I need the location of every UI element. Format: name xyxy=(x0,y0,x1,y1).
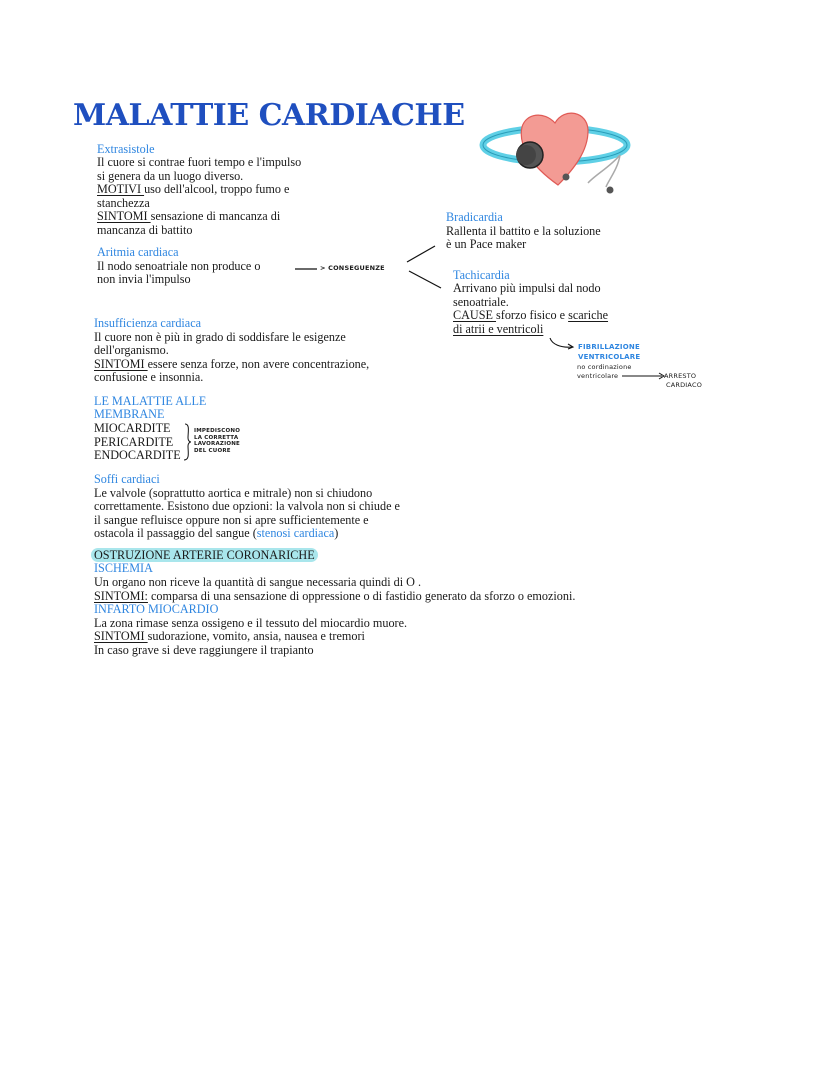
arresto-label xyxy=(664,372,702,390)
text-line: Un organo non riceve la quantità di sangue necessaria quindi di O . xyxy=(94,575,422,589)
fibrillazione-label xyxy=(578,342,640,362)
sintomi-label: SINTOMI xyxy=(94,357,148,371)
note-line: ventricolare xyxy=(577,372,619,380)
arresto-line: ARRESTO xyxy=(664,372,697,380)
membrane-item: ENDOCARDITE xyxy=(94,448,181,462)
bradicardia-heading: Bradicardia xyxy=(446,210,503,224)
soffi-heading: Soffi cardiaci xyxy=(94,472,160,486)
highlighted-heading: OSTRUZIONE ARTERIE CORONARICHE xyxy=(91,548,318,562)
cause-underlined: scariche xyxy=(568,308,609,322)
tachicardia-heading: Tachicardia xyxy=(453,268,510,282)
stenosi-term: stenosi cardiaca xyxy=(256,526,335,540)
text-line: dell'organismo. xyxy=(94,343,169,357)
extrasistole-heading: Extrasistole xyxy=(97,142,155,156)
membrane-item: PERICARDITE xyxy=(94,435,174,449)
fibrillazione-line: FIBRILLAZIONE xyxy=(578,343,640,351)
page-title: MALATTIE CARDIACHE xyxy=(73,98,465,133)
sintomi-text: comparsa di una sensazione di oppressione o di fastidio generato da sforzo o emozioni. xyxy=(147,589,576,603)
motivi-label: MOTIVI xyxy=(97,182,145,196)
text-line: Il cuore non è più in grado di soddisfare le esigenze xyxy=(94,330,346,344)
text-line: confusione e insonnia. xyxy=(94,370,204,384)
insufficienza-heading: Insufficienza cardiaca xyxy=(94,316,202,330)
note-line: DEL CUORE xyxy=(194,447,231,454)
text-line: mancanza di battito xyxy=(97,223,193,237)
membrane-item: MIOCARDITE xyxy=(94,421,171,435)
heart-stethoscope-icon xyxy=(470,105,650,200)
sintomi-line xyxy=(97,210,280,224)
sintomi-text: essere senza forze, non avere concentrazione, xyxy=(147,357,370,371)
sintomi-line xyxy=(94,630,365,644)
cause-line xyxy=(453,309,608,323)
cause-text: sforzo fisico e xyxy=(496,308,569,322)
motivi-line xyxy=(97,183,289,197)
text-line: il sangue refluisce oppure non si apre sufficientemente e xyxy=(94,513,369,527)
text-line: In caso grave si deve raggiungere il trapianto xyxy=(94,643,314,657)
text-line: di atrii e ventricoli xyxy=(453,322,544,336)
arresto-line: CARDIACO xyxy=(666,381,703,389)
aritmia-heading: Aritmia cardiaca xyxy=(97,245,179,259)
text-line xyxy=(94,527,338,541)
membrane-heading: LE MALATTIE ALLE xyxy=(94,394,207,408)
text-line: Il cuore si contrae fuori tempo e l'impulso xyxy=(97,155,302,169)
note-line: LA CORRETTA xyxy=(194,434,239,441)
text-line: La zona rimase senza ossigeno e il tessuto del miocardio muore. xyxy=(94,616,408,630)
curved-arrow xyxy=(548,336,578,352)
sintomi-label: SINTOMI: xyxy=(94,589,148,603)
text-line: non invia l'impulso xyxy=(97,272,191,286)
note-line: no cordinazione xyxy=(577,363,632,371)
text-line: è un Pace maker xyxy=(446,237,527,251)
conseguenze-label: > CONSEGUENZE xyxy=(320,264,385,272)
sintomi-label: SINTOMI xyxy=(97,209,151,223)
text-line: Le valvole (soprattutto aortica e mitrale) non si chiudono xyxy=(94,486,373,500)
brace-icon xyxy=(183,422,193,462)
cause-label: CAUSE xyxy=(453,308,497,322)
ischemia-heading: ISCHEMIA xyxy=(94,561,153,575)
sintomi-label: SINTOMI xyxy=(94,629,148,643)
infarto-heading: INFARTO MIOCARDIO xyxy=(94,602,219,616)
conseguenze-text: CONSEGUENZE xyxy=(328,264,385,272)
text-line: si genera da un luogo diverso. xyxy=(97,169,244,183)
text-line: stanchezza xyxy=(97,196,150,210)
text-line: Rallenta il battito e la soluzione xyxy=(446,224,601,238)
text-line: senoatriale. xyxy=(453,295,509,309)
text-span: ) xyxy=(334,526,339,540)
membrane-heading: MEMBRANE xyxy=(94,407,165,421)
text-line: Arrivano più impulsi dal nodo xyxy=(453,281,601,295)
membrane-note xyxy=(194,428,240,454)
note-line: IMPEDISCONO xyxy=(194,428,241,434)
sintomi-text: sudorazione, vomito, ansia, nausea e tremori xyxy=(147,629,365,643)
fibrillazione-line: VENTRICOLARE xyxy=(578,353,641,361)
text-line: correttamente. Esistono due opzioni: la valvola non si chiude e xyxy=(94,499,400,513)
arrow-to-arresto xyxy=(622,372,668,380)
motivi-text: uso dell'alcool, troppo fumo e xyxy=(144,182,290,196)
text-line: Il nodo senoatriale non produce o xyxy=(97,259,261,273)
sintomi-text: sensazione di mancanza di xyxy=(150,209,281,223)
note-line: LAVORAZIONE xyxy=(194,441,240,447)
text-span: ostacola il passaggio del sangue ( xyxy=(94,526,257,540)
